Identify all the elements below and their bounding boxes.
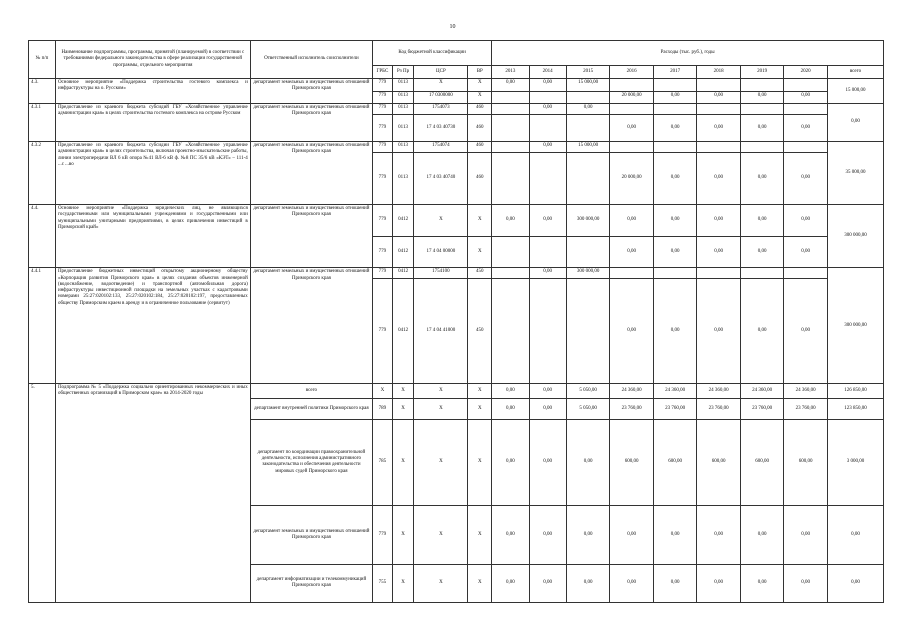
cell: 0,00 — [784, 91, 828, 104]
cell — [529, 114, 566, 141]
cell: 779 — [373, 78, 393, 91]
cell: 300 000,00 — [566, 205, 610, 237]
row-executor: департамент земельных и имущественных отношений Приморского края — [250, 205, 372, 268]
cell: 0,00 — [492, 384, 529, 399]
header-2013: 2013 — [492, 66, 529, 79]
row-total: 300 000,00 — [827, 205, 883, 268]
cell: 17 4 04 00000 — [414, 236, 468, 268]
cell: 0,00 — [492, 205, 529, 237]
cell — [740, 268, 784, 279]
cell: X — [468, 564, 492, 602]
cell: 0,00 — [610, 564, 654, 602]
cell: 1754074 — [414, 142, 468, 153]
cell — [784, 142, 828, 153]
cell: 15 000,00 — [566, 78, 610, 91]
cell: X — [468, 236, 492, 268]
row-num: 4.4. — [29, 205, 56, 268]
table-row — [29, 205, 884, 237]
cell: 0113 — [392, 91, 414, 104]
cell: 24 360,00 — [784, 384, 828, 399]
row-executor: департамент информатизации и телекоммуникаций Приморского края — [250, 564, 372, 602]
cell: 0113 — [392, 114, 414, 141]
cell: 0,00 — [697, 205, 741, 237]
cell: 23 760,00 — [697, 398, 741, 419]
row-total: 35 000,00 — [827, 142, 883, 205]
cell: X — [414, 506, 468, 565]
cell: 0113 — [392, 142, 414, 153]
header-num: № п/п — [29, 41, 56, 79]
table-row — [29, 142, 884, 153]
row-executor: департамент земельных и имущественных отношений Приморского края — [250, 142, 372, 205]
cell: 779 — [373, 104, 393, 115]
table-row — [29, 268, 884, 279]
cell: 24 360,00 — [610, 384, 654, 399]
cell: 0,00 — [529, 78, 566, 91]
header-2016: 2016 — [610, 66, 654, 79]
table-row — [29, 78, 884, 91]
cell — [529, 91, 566, 104]
cell: 0,00 — [610, 205, 654, 237]
cell: 0,00 — [610, 506, 654, 565]
row-executor: департамент земельных и имущественных отношений Приморского края — [250, 268, 372, 384]
cell: X — [414, 78, 468, 91]
cell: 600,00 — [653, 419, 697, 505]
cell: X — [468, 384, 492, 399]
cell — [653, 104, 697, 115]
cell: 0113 — [392, 78, 414, 91]
cell — [566, 152, 610, 205]
cell — [610, 78, 654, 91]
cell: 24 360,00 — [740, 384, 784, 399]
cell — [740, 104, 784, 115]
cell: X — [392, 384, 414, 399]
cell: 785 — [373, 419, 393, 505]
cell — [610, 142, 654, 153]
cell — [740, 78, 784, 91]
cell: 23 760,00 — [784, 398, 828, 419]
cell: 779 — [373, 268, 393, 279]
cell — [653, 268, 697, 279]
cell: 0,00 — [784, 205, 828, 237]
cell: 0412 — [392, 236, 414, 268]
cell — [566, 236, 610, 268]
cell: 460 — [468, 152, 492, 205]
header-grbs: ГРБС — [373, 66, 393, 79]
header-2017: 2017 — [653, 66, 697, 79]
header-total: всего — [827, 66, 883, 79]
table-row — [29, 104, 884, 115]
cell: 0,00 — [784, 506, 828, 565]
budget-table — [28, 40, 884, 603]
cell: 0412 — [392, 278, 414, 383]
cell — [492, 236, 529, 268]
cell: 0,00 — [740, 278, 784, 383]
cell: X — [468, 78, 492, 91]
cell: 0,00 — [566, 506, 610, 565]
cell: 5 050,00 — [566, 384, 610, 399]
cell: X — [373, 384, 393, 399]
cell — [492, 278, 529, 383]
cell: 460 — [468, 104, 492, 115]
cell — [610, 104, 654, 115]
cell — [784, 104, 828, 115]
cell: 779 — [373, 114, 393, 141]
cell: X — [468, 205, 492, 237]
cell — [740, 142, 784, 153]
cell — [492, 152, 529, 205]
cell: 0,00 — [697, 236, 741, 268]
cell — [697, 104, 741, 115]
row-num: 4.3.1 — [29, 104, 56, 142]
cell: 0,00 — [784, 564, 828, 602]
cell: 0412 — [392, 268, 414, 279]
cell: 0,00 — [784, 236, 828, 268]
cell: 0,00 — [566, 419, 610, 505]
cell: 460 — [468, 114, 492, 141]
cell — [697, 78, 741, 91]
cell: 600,00 — [610, 419, 654, 505]
cell: 300 000,00 — [566, 268, 610, 279]
row-name: Подпрограмма № 5 «Поддержка социально ориентированных некоммерческих и иных общественных организаций в Приморском крае» на 2014-2020 годы — [55, 384, 250, 603]
cell: 0113 — [392, 104, 414, 115]
cell: 20 000,00 — [610, 152, 654, 205]
cell — [529, 152, 566, 205]
header-vr: ВР — [468, 66, 492, 79]
cell: 17 4 03 40740 — [414, 152, 468, 205]
row-total: 3 000,00 — [827, 419, 883, 505]
cell: 779 — [373, 236, 393, 268]
cell: 15 000,00 — [566, 142, 610, 153]
cell: 0,00 — [697, 564, 741, 602]
cell: 779 — [373, 506, 393, 565]
cell: 0,00 — [529, 268, 566, 279]
cell: 17 4 03 40730 — [414, 114, 468, 141]
cell: 0,00 — [653, 506, 697, 565]
cell: X — [468, 506, 492, 565]
cell: 0,00 — [784, 278, 828, 383]
cell: 755 — [373, 564, 393, 602]
cell — [492, 104, 529, 115]
cell: 0,00 — [610, 114, 654, 141]
cell: X — [392, 398, 414, 419]
row-total: 126 850,00 — [827, 384, 883, 399]
cell: 0,00 — [529, 506, 566, 565]
cell: 0,00 — [653, 278, 697, 383]
header-expenses: Расходы (тыс. руб.), годы — [492, 41, 884, 66]
cell: X — [468, 419, 492, 505]
cell: 0,00 — [529, 205, 566, 237]
row-executor: всего — [250, 384, 372, 399]
row-name: Основное мероприятие «Поддержка юридических лиц, не являющихся государственными или муниципальными учреждениями и государственными или муниципальными унитарными предприятиями, в целях привлечения инвестиций в Приморский край» — [55, 205, 250, 268]
cell: 0,00 — [740, 205, 784, 237]
cell — [610, 268, 654, 279]
cell: 0,00 — [492, 564, 529, 602]
cell — [492, 91, 529, 104]
cell: 450 — [468, 268, 492, 279]
header-row — [29, 41, 884, 66]
cell — [697, 142, 741, 153]
header-2014: 2014 — [529, 66, 566, 79]
cell: 789 — [373, 398, 393, 419]
header-2019: 2019 — [740, 66, 784, 79]
cell: 0,00 — [492, 506, 529, 565]
cell: 24 360,00 — [697, 384, 741, 399]
row-total: 0,00 — [827, 506, 883, 565]
cell: 0,00 — [653, 236, 697, 268]
cell: 0,00 — [784, 114, 828, 141]
cell: 600,00 — [697, 419, 741, 505]
cell: 23 760,00 — [653, 398, 697, 419]
cell: 1754073 — [414, 104, 468, 115]
cell: X — [392, 564, 414, 602]
cell: 0,00 — [529, 142, 566, 153]
cell: 0,00 — [740, 152, 784, 205]
header-rzpr: Рз Пр — [392, 66, 414, 79]
cell: 450 — [468, 278, 492, 383]
cell: 0,00 — [492, 398, 529, 419]
cell: 0,00 — [566, 564, 610, 602]
cell: 0,00 — [566, 104, 610, 115]
page-number: 10 — [449, 24, 456, 30]
cell: 0,00 — [653, 152, 697, 205]
row-executor: департамент земельных и имущественных отношений Приморского края — [250, 506, 372, 565]
cell: X — [468, 398, 492, 419]
cell: 0,00 — [492, 78, 529, 91]
cell: 0,00 — [610, 278, 654, 383]
cell: X — [414, 398, 468, 419]
cell: 460 — [468, 142, 492, 153]
cell: 779 — [373, 152, 393, 205]
cell: X — [468, 91, 492, 104]
cell — [566, 278, 610, 383]
header-budget-code: Код бюджетной классификации — [373, 41, 492, 66]
cell: X — [414, 564, 468, 602]
cell: 0,00 — [653, 91, 697, 104]
row-name: Предоставление бюджетных инвестиций открытому акционерному обществу «Корпорация развития Приморского края» в целях создания объектов инженерной (водоснабжение, водоотведение) и транспортной (автомобильная дорога) инфраструктуры инвестиционной площадки на земельных участках с кадастровыми номерами 25:27:020102:133, 25:27:020102:184, 25:27:020102:197, предоставленных обществу Приморским краем в аренду и в ограниченное пользование (сервитут) — [55, 268, 250, 384]
row-executor: департамент земельных и имущественных отношений Приморского края — [250, 78, 372, 103]
cell: 0,00 — [529, 564, 566, 602]
cell: X — [414, 384, 468, 399]
cell: 24 360,00 — [653, 384, 697, 399]
cell — [566, 91, 610, 104]
cell — [492, 114, 529, 141]
header-executor: Ответственный исполнитель соисполнители — [250, 41, 372, 79]
cell — [653, 78, 697, 91]
row-executor: департамент земельных и имущественных отношений Приморского края — [250, 104, 372, 142]
cell — [697, 268, 741, 279]
cell: 0,00 — [697, 91, 741, 104]
cell — [492, 268, 529, 279]
cell: 0,00 — [529, 398, 566, 419]
cell: 600,00 — [740, 419, 784, 505]
header-name: Наименование подпрограммы, программы, принятой (планируемой) в соответствии с требованиями федерального законодательства в сфере реализации государственной программы, отдельного мероприятия — [55, 41, 250, 79]
cell: X — [414, 419, 468, 505]
cell: 0,00 — [697, 114, 741, 141]
row-name: Предоставление из краевого бюджета субсидий ГБУ «Хозяйственное управление администрации края» в целях строительства гостевого комплекса на острове Русском — [55, 104, 250, 142]
row-executor: департамент внутренней политики Приморского края — [250, 398, 372, 419]
cell: 0,00 — [697, 278, 741, 383]
cell: 0,00 — [697, 152, 741, 205]
row-total: 0,00 — [827, 564, 883, 602]
row-executor: департамент по координации правоохранительной деятельности, исполнения административного законодательства и обеспечения деятельности мировых судей Приморского края — [250, 419, 372, 505]
table-row — [29, 384, 884, 399]
row-total: 123 850,00 — [827, 398, 883, 419]
row-total: 15 000,00 — [827, 78, 883, 103]
cell: 0,00 — [653, 564, 697, 602]
cell — [784, 78, 828, 91]
cell: X — [414, 205, 468, 237]
cell: 20 000,00 — [610, 91, 654, 104]
cell — [492, 142, 529, 153]
cell: 17 4 04 41000 — [414, 278, 468, 383]
cell: 0,00 — [653, 205, 697, 237]
cell — [529, 278, 566, 383]
cell: 23 760,00 — [740, 398, 784, 419]
row-num: 5. — [29, 384, 56, 603]
header-2020: 2020 — [784, 66, 828, 79]
row-num: 4.4.1 — [29, 268, 56, 384]
header-2018: 2018 — [697, 66, 741, 79]
cell: 5 050,00 — [566, 398, 610, 419]
cell: 0,00 — [740, 564, 784, 602]
cell: 600,00 — [784, 419, 828, 505]
cell: 0,00 — [610, 236, 654, 268]
cell: X — [392, 506, 414, 565]
cell: 1754100 — [414, 268, 468, 279]
row-num: 4.3. — [29, 78, 56, 103]
row-total: 0,00 — [827, 104, 883, 142]
cell: 0,00 — [740, 236, 784, 268]
cell — [529, 236, 566, 268]
cell — [784, 268, 828, 279]
cell: 0,00 — [740, 506, 784, 565]
cell: 17 0300000 — [414, 91, 468, 104]
cell: X — [392, 419, 414, 505]
cell: 779 — [373, 142, 393, 153]
header-2015: 2015 — [566, 66, 610, 79]
row-name: Предоставление из краевого бюджета субсидии ГБУ «Хозяйственное управление администрации края» в целях строительства, включая проектно-изыскательские работы, линии электропередачи ВЛ 6 кВ опора №41 ВЛ-6 кВ ф. №8 ПС 35/6 кВ «КЭТ» – 111-4 ...с ...во — [55, 142, 250, 205]
cell: 779 — [373, 205, 393, 237]
cell: 0,00 — [492, 419, 529, 505]
cell: 0,00 — [784, 152, 828, 205]
cell: 0,00 — [529, 104, 566, 115]
cell — [653, 142, 697, 153]
cell: 0,00 — [697, 506, 741, 565]
row-total: 300 000,00 — [827, 268, 883, 384]
cell: 0,00 — [740, 114, 784, 141]
cell: 0,00 — [529, 419, 566, 505]
cell: 0,00 — [740, 91, 784, 104]
row-num: 4.3.2 — [29, 142, 56, 205]
cell: 23 760,00 — [610, 398, 654, 419]
row-name: Основное мероприятие «Поддержка строительства гостевого комплекса и инфраструктуры на о. Русском» — [55, 78, 250, 103]
cell: 0,00 — [529, 384, 566, 399]
cell: 0412 — [392, 205, 414, 237]
cell: 779 — [373, 91, 393, 104]
cell: 0113 — [392, 152, 414, 205]
cell — [566, 114, 610, 141]
cell: 0,00 — [653, 114, 697, 141]
cell: 779 — [373, 278, 393, 383]
header-csr: ЦСР — [414, 66, 468, 79]
